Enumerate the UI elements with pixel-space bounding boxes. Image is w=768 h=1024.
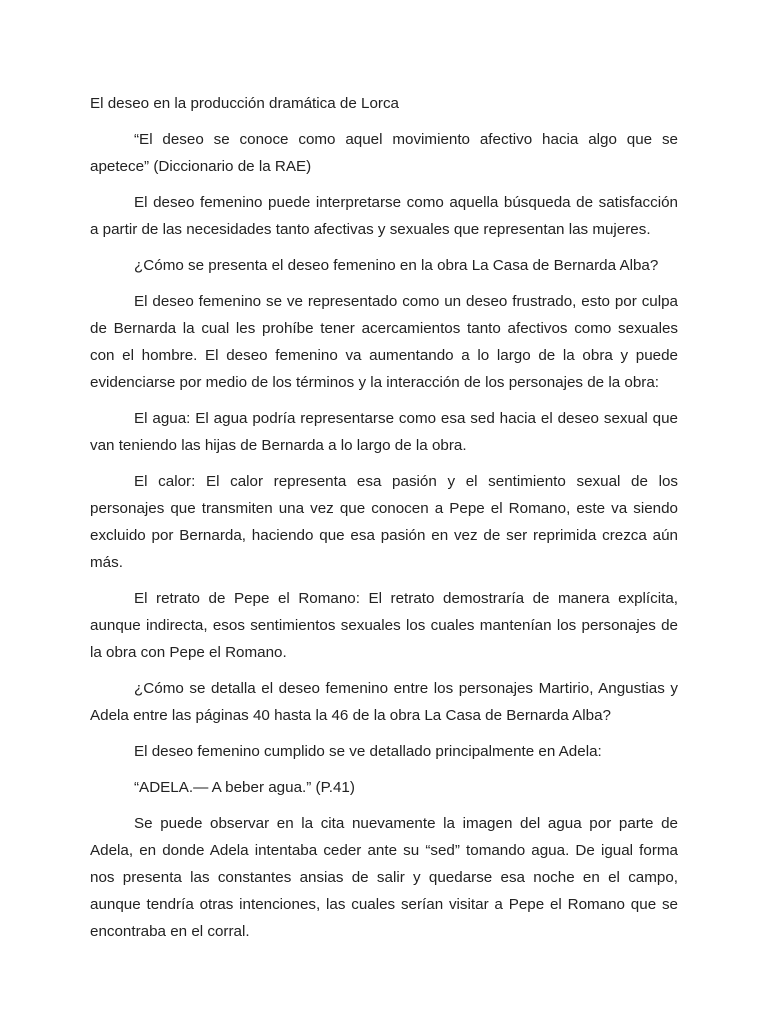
paragraph-portrait: El retrato de Pepe el Romano: El retrato demostraría de manera explícita, aunque indirecta, esos sentimientos sexuales los cuales mantenían los personajes de la obra con Pepe el Romano. xyxy=(90,590,678,661)
paragraph-quote: “ADELA.— A beber agua.” (P.41) xyxy=(134,779,355,796)
paragraph-heat: El calor: El calor representa esa pasión y el sentimiento sexual de los personajes que transmiten una vez que conocen a Pepe el Romano, este va siendo excluido por Bernarda, haciendo que esa pasión en vez de ser reprimida crezca aún más. xyxy=(90,473,678,571)
paragraph-interpretation: El deseo femenino puede interpretarse como aquella búsqueda de satisfacción a partir de las necesidades tanto afectivas y sexuales que representan las mujeres. xyxy=(90,194,678,238)
paragraph-question-2: ¿Cómo se detalla el deseo femenino entre los personajes Martirio, Angustias y Adela entre las páginas 40 hasta la 46 de la obra La Casa de Bernarda Alba? xyxy=(90,680,678,724)
paragraph-frustrated-desire: El deseo femenino se ve representado como un deseo frustrado, esto por culpa de Bernarda la cual les prohíbe tener acercamientos tanto afectivos como sexuales con el hombre. El deseo femenino va aumentando a lo largo de la obra y puede evidenciarse por medio de los términos y la interacción de los personajes de la obra: xyxy=(90,293,678,391)
document-title: El deseo en la producción dramática de Lorca xyxy=(90,95,400,112)
paragraph-analysis: Se puede observar en la cita nuevamente la imagen del agua por parte de Adela, en donde Adela intentaba ceder ante su “sed” tomando agua. De igual forma nos presenta las constantes ansias de salir y quedarse esa noche en el campo, aunque tendría otras intenciones, las cuales serían visitar a Pepe el Romano que se encontraba en el corral. xyxy=(90,815,678,940)
paragraph-question-1: ¿Cómo se presenta el deseo femenino en la obra La Casa de Bernarda Alba? xyxy=(134,257,659,274)
paragraph-definition: “El deseo se conoce como aquel movimiento afectivo hacia algo que se apetece” (Diccionario de la RAE) xyxy=(90,131,678,175)
paragraph-adela: El deseo femenino cumplido se ve detallado principalmente en Adela: xyxy=(134,743,602,760)
paragraph-water: El agua: El agua podría representarse como esa sed hacia el deseo sexual que van teniendo las hijas de Bernarda a lo largo de la obra. xyxy=(90,410,678,454)
